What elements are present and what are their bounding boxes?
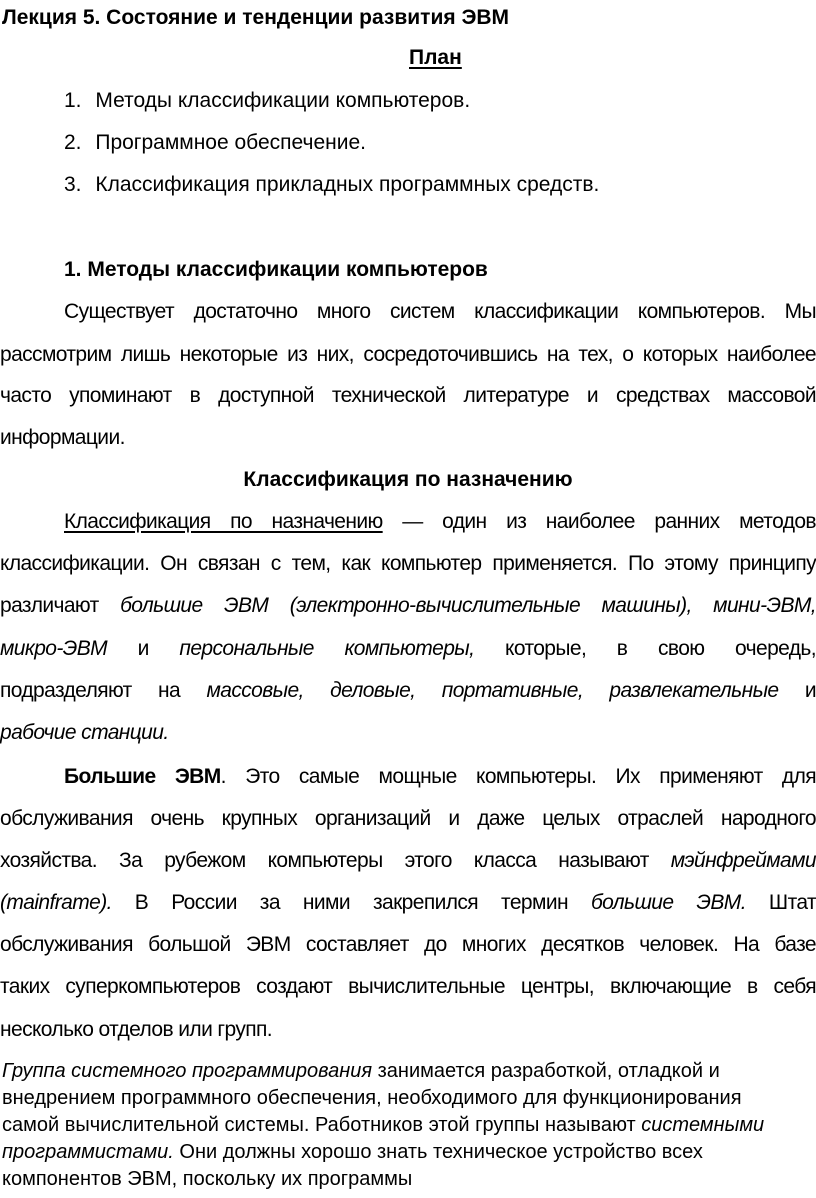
plan-item-text: Программное обеспечение. bbox=[95, 131, 366, 154]
plan-heading: План bbox=[409, 46, 462, 69]
paragraph-line: обслуживания большой ЭВМ составляет до многих десятков человек. На базе bbox=[0, 933, 816, 956]
italic-term: микро-ЭВМ bbox=[0, 637, 108, 660]
bold-term: Большие ЭВМ bbox=[64, 765, 221, 788]
text-run: различают bbox=[0, 594, 121, 617]
plan-item-number: 2. bbox=[64, 131, 82, 154]
paragraph-line: несколько отделов или групп. bbox=[0, 1018, 273, 1041]
text-run: самой вычислительной системы. Работников этой группы называют bbox=[2, 1114, 642, 1136]
paragraph-line bbox=[2, 1114, 764, 1137]
italic-term: массовые, деловые, портативные, развлекательные bbox=[206, 679, 779, 702]
italic-term: программистами. bbox=[2, 1141, 174, 1163]
text-run: которые, в свою очередь, bbox=[474, 637, 816, 660]
italic-term: мэйнфреймами bbox=[670, 849, 816, 872]
paragraph-line: классификации. Он связан с тем, как компьютер применяется. По этому принципу bbox=[0, 552, 816, 575]
text-run: — один из наиболее ранних методов bbox=[382, 510, 816, 533]
plan-item-3 bbox=[64, 173, 599, 197]
italic-term: большие ЭВМ. bbox=[590, 891, 746, 914]
paragraph-line bbox=[64, 765, 816, 789]
paragraph-line bbox=[0, 637, 816, 661]
italic-term: рабочие станции. bbox=[0, 721, 169, 744]
paragraph-line bbox=[0, 679, 816, 703]
paragraph-line: обслуживания очень крупных организаций и даже целых отраслей народного bbox=[0, 807, 816, 830]
paragraph-line: часто упоминают в доступной технической литературе и средствах массовой bbox=[0, 384, 816, 407]
paragraph-line: компонентов ЭВМ, поскольку их программы bbox=[2, 1168, 413, 1190]
lecture-title: Лекция 5. Состояние и тенденции развития ЭВМ bbox=[2, 6, 510, 29]
plan-item-1 bbox=[64, 89, 470, 113]
section-heading: 1. Методы классификации компьютеров bbox=[64, 258, 488, 281]
paragraph-line bbox=[2, 1060, 720, 1083]
paragraph-line bbox=[0, 594, 816, 618]
text-run: и bbox=[107, 637, 180, 660]
italic-term: (mainframe). bbox=[0, 891, 112, 914]
paragraph-line bbox=[0, 891, 816, 915]
text-run: Они должны хорошо знать техническое устройство всех bbox=[173, 1141, 703, 1163]
subsection-heading: Классификация по назначению bbox=[243, 468, 573, 491]
text-run: В России за ними закрепился термин bbox=[111, 891, 591, 914]
plan-item-text: Классификация прикладных программных средств. bbox=[95, 173, 600, 196]
text-run: . Это самые мощные компьютеры. Их применяют для bbox=[220, 765, 816, 788]
text-run: Штат bbox=[745, 891, 816, 914]
paragraph-line bbox=[0, 849, 816, 873]
paragraph-line bbox=[64, 510, 816, 534]
text-run: занимается разработкой, отладкой и bbox=[372, 1060, 720, 1082]
paragraph-line: внедрением программного обеспечения, необходимого для функционирования bbox=[2, 1087, 742, 1109]
paragraph-line: рассмотрим лишь некоторые из них, сосредоточившись на тех, о которых наиболее bbox=[0, 343, 816, 366]
underlined-term: Классификация по назначению bbox=[64, 510, 383, 533]
paragraph-line: информации. bbox=[0, 426, 125, 449]
paragraph-line bbox=[0, 721, 169, 745]
italic-term: большие ЭВМ (электронно-вычислительные машины), мини-ЭВМ, bbox=[120, 594, 816, 617]
italic-term: Группа системного программирования bbox=[2, 1060, 373, 1082]
paragraph-line bbox=[2, 1141, 703, 1164]
plan-item-2 bbox=[64, 131, 366, 155]
text-run: хозяйства. За рубежом компьютеры этого класса называют bbox=[0, 849, 671, 872]
italic-term: персональные компьютеры, bbox=[179, 637, 475, 660]
paragraph-line: Существует достаточно много систем классификации компьютеров. Мы bbox=[64, 300, 816, 323]
italic-term: системными bbox=[641, 1114, 765, 1136]
text-run: подразделяют на bbox=[0, 679, 207, 702]
plan-item-text: Методы классификации компьютеров. bbox=[95, 89, 471, 112]
paragraph-line: таких суперкомпьютеров создают вычислительные центры, включающие в себя bbox=[0, 975, 816, 998]
text-run: и bbox=[778, 679, 816, 702]
plan-item-number: 3. bbox=[64, 173, 82, 196]
plan-item-number: 1. bbox=[64, 89, 82, 112]
